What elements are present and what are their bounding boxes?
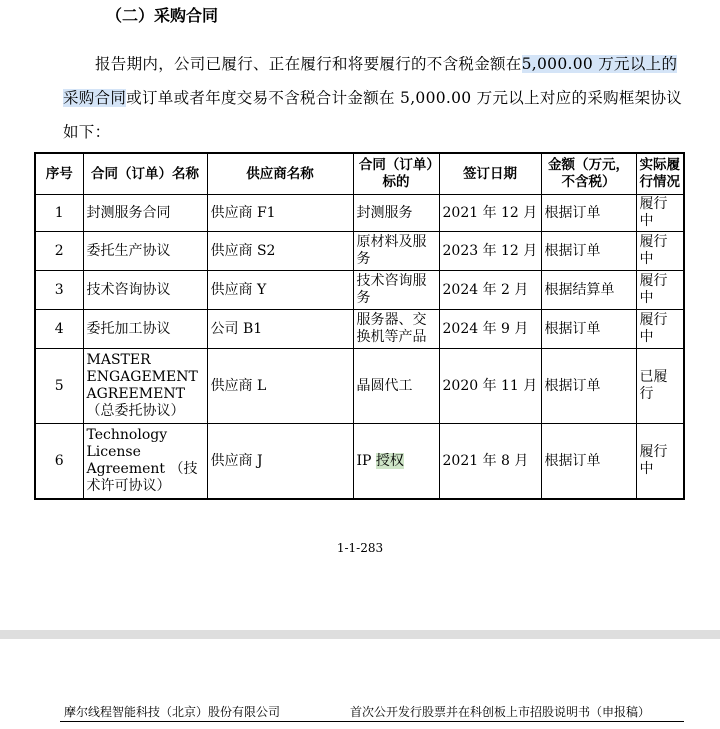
cell-status: 履行中	[636, 195, 684, 232]
intro-highlight[interactable]: 5,000.00 万元以上的采购合同	[63, 55, 678, 107]
table-header-row	[35, 153, 684, 195]
cell-contract-name: MASTER ENGAGEMENT AGREEMENT（总委托协议）	[83, 349, 207, 424]
cell-subject: 晶圆代工	[353, 349, 439, 424]
cell-subject: 服务器、交换机等产品	[353, 310, 439, 349]
cell-status: 已履行	[636, 349, 684, 424]
cell-status: 履行中	[636, 310, 684, 349]
cell-supplier: 供应商 L	[207, 349, 353, 424]
cell-subject: 原材料及服务	[353, 232, 439, 271]
intro-part2: 或订单或者年度交易不含税合计金额在 5,000.00 万元以上对应的采购框架协议如下：	[63, 89, 683, 141]
footer-company: 摩尔线程智能科技（北京）股份有限公司	[64, 705, 281, 719]
header-status: 实际履行情况	[636, 153, 684, 195]
table-row	[35, 349, 684, 424]
cell-amount: 根据订单	[541, 232, 636, 271]
cell-supplier: 供应商 Y	[207, 271, 353, 310]
table-row	[35, 271, 684, 310]
cell-amount: 根据订单	[541, 349, 636, 424]
header-sign-date: 签订日期	[439, 153, 541, 195]
procurement-contracts-table	[34, 152, 685, 500]
cell-contract-name: 技术咨询协议	[83, 271, 207, 310]
cell-amount: 根据订单	[541, 310, 636, 349]
table-row	[35, 195, 684, 232]
cell-sign-date: 2024 年 2 月	[439, 271, 541, 310]
cell-subject: 封测服务	[353, 195, 439, 232]
cell-sign-date: 2021 年 12 月	[439, 195, 541, 232]
cell-no: 6	[35, 424, 83, 500]
cell-supplier: 供应商 F1	[207, 195, 353, 232]
cell-amount: 根据订单	[541, 424, 636, 500]
table-row	[35, 310, 684, 349]
subject-highlight[interactable]: 授权	[375, 452, 404, 469]
cell-sign-date: 2023 年 12 月	[439, 232, 541, 271]
cell-contract-name: 委托生产协议	[83, 232, 207, 271]
cell-supplier: 供应商 J	[207, 424, 353, 500]
cell-supplier: 供应商 S2	[207, 232, 353, 271]
cell-contract-name: 封测服务合同	[83, 195, 207, 232]
cell-status: 履行中	[636, 271, 684, 310]
cell-no: 2	[35, 232, 83, 271]
cell-no: 1	[35, 195, 83, 232]
cell-sign-date: 2021 年 8 月	[439, 424, 541, 500]
intro-paragraph	[63, 47, 685, 149]
header-supplier: 供应商名称	[207, 153, 353, 195]
cell-sign-date: 2024 年 9 月	[439, 310, 541, 349]
header-no: 序号	[35, 153, 83, 195]
page-number: 1-1-283	[336, 541, 384, 555]
footer-rule	[60, 721, 684, 722]
page-gap	[0, 630, 720, 639]
section-heading: （二）采购合同	[106, 6, 219, 25]
cell-supplier: 公司 B1	[207, 310, 353, 349]
footer-document-title: 首次公开发行股票并在科创板上市招股说明书（申报稿）	[350, 705, 651, 719]
cell-status: 履行中	[636, 232, 684, 271]
cell-amount: 根据结算单	[541, 271, 636, 310]
header-subject: 合同（订单）标的	[353, 153, 439, 195]
cell-subject: 技术咨询服务	[353, 271, 439, 310]
cell-amount: 根据订单	[541, 195, 636, 232]
cell-status: 履行中	[636, 424, 684, 500]
subject-prefix: IP	[356, 452, 376, 469]
cell-no: 4	[35, 310, 83, 349]
cell-contract-name: Technology License Agreement （技术许可协议）	[83, 424, 207, 500]
header-contract-name: 合同（订单）名称	[83, 153, 207, 195]
table-row	[35, 424, 684, 500]
cell-sign-date: 2020 年 11 月	[439, 349, 541, 424]
cell-no: 3	[35, 271, 83, 310]
cell-no: 5	[35, 349, 83, 424]
cell-contract-name: 委托加工协议	[83, 310, 207, 349]
cell-subject	[353, 424, 439, 500]
header-amount: 金额（万元，不含税）	[541, 153, 636, 195]
intro-part1: 报告期内，公司已履行、正在履行和将要履行的不含税金额在	[95, 55, 522, 73]
table-row	[35, 232, 684, 271]
